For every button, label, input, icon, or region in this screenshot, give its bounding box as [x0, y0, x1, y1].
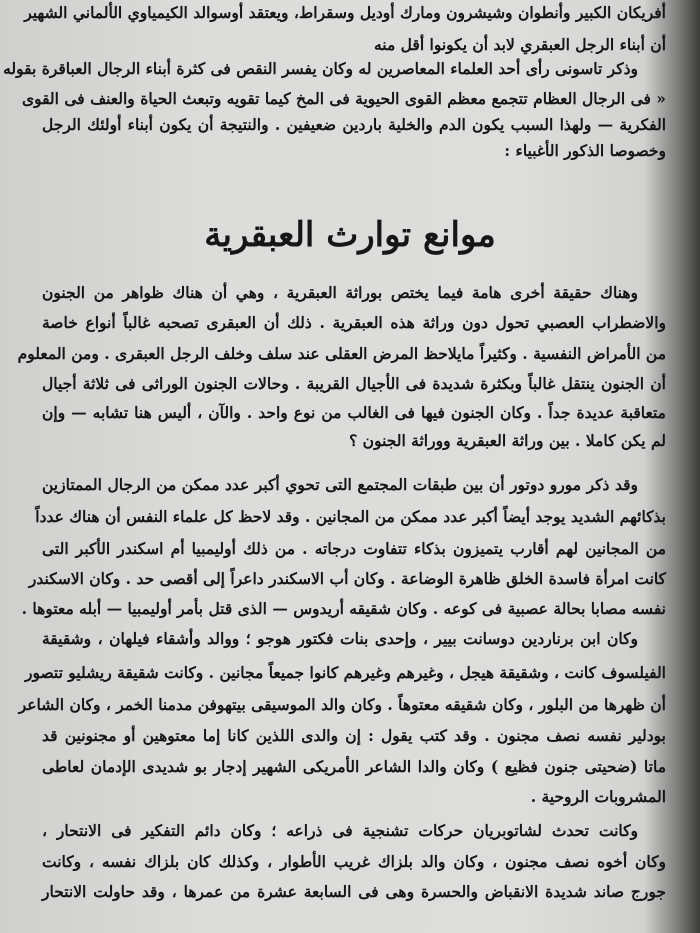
text-line: وخصوصا الذكور الأغبياء : — [504, 141, 666, 160]
text-line: نفسه مصابا بحالة عصبية فى كوعه . وكان شقيقه أريدوس — الذى قتل بأمر أوليمبيا — أبله معتوها . — [21, 599, 666, 618]
section-heading: موانع توارث العبقرية — [204, 215, 496, 255]
text-line: وكانت تحدث لشاتوبريان حركات تشنجية فى ذراعه ؛ وكان دائم التفكير فى الانتحار ، — [42, 821, 638, 840]
text-line: وقد ذكر مورو دوتور أن بين طبقات المجتمع التى تحوي أكبر عدد ممكن من الرجال الممتازين — [42, 475, 638, 494]
text-line: الفيلسوف كانت ، وشقيقة هيجل ، وغيرهم وغيرهم كانوا جميعاً مجانين . وكانت شقيقة ريشليو تتصور — [24, 663, 666, 682]
text-line: أن ظهرها من البلور ، وكان شقيقه معتوهاً . وكان والد الموسيقى بيتهوفن مدمنا الخمر ، وكان الشاعر — [18, 695, 666, 714]
text-line: وذكر تاسونى رأى أحد العلماء المعاصرين له وكان يفسر النقص فى كثرة أبناء الرجال العباقرة بقوله — [3, 59, 638, 78]
text-line: وهناك حقيقة أخرى هامة فيما يختص بوراثة العبقرية ، وهي أن هناك ظواهر من الجنون — [42, 283, 638, 302]
text-line: أفريكان الكبير وأنطوان وشيشرون ومارك أوديل وسقراط، ويعتقد أوسوالد الكيمياوي الألماني الشهير — [24, 3, 666, 22]
text-line: المشروبات الروحية . — [530, 787, 666, 806]
text-line: من الأمراض النفسية . وكثيراً مايلاحظ المرض العقلى عند سلف وخلف الرجل العبقرى . ومن المعلوم — [17, 344, 666, 363]
text-line: لم يكن كاملا . بين وراثة العبقرية ووراثة الجنون ؟ — [349, 431, 666, 450]
text-line: أن أبناء الرجل العبقري لابد أن يكونوا أقل منه — [373, 35, 666, 54]
text-line: وكان ابن برناردين دوسانت بيير ، وإحدى بنات فكتور هوجو ؛ ووالد وأشقاء فيلهان ، وشقيقة — [42, 629, 638, 648]
text-line: الفكرية — ولهذا السبب يكون الدم والخلية باردين ضعيفين . والنتيجة أن يكون أبناء أولئك الرجل — [42, 115, 666, 134]
text-line: كانت امرأة فاسدة الخلق ظاهرة الوضاعة . وكان أب الاسكندر داعراً إلى أقصى حد . وكان الاسكندر — [28, 569, 666, 588]
text-line: ماتا (ضحيتى جنون فظيع ) وكان والدا الشاعر الأمريكى الشهير إدجار بو شديدى الإدمان لعاطى — [42, 757, 666, 776]
text-line: أن الجنون ينتقل غالباً وبكثرة شديدة فى الأجيال القريبة . وحالات الجنون الوراثى فى ثلاثة أجيال — [42, 374, 666, 393]
text-line: بذكائهم الشديد يوجد أيضاً أكبر عدد ممكن من المجانين . وقد لاحظ كل علماء النفس أن هناك عدداً — [35, 507, 666, 526]
text-line: من المجانين لهم أقارب يتميزون بذكاء تتفاوت درجاته . من ذلك أوليمبيا أم اسكندر الأكبر التى — [42, 539, 666, 558]
text-line: وكان أخوه نصف مجنون ، وكان والد بلزاك غريب الأطوار ، وكذلك كان بلزاك نفسه ، وكانت — [42, 852, 666, 871]
text-line: متعاقبة عديدة جداً . وكان الجنون فيها فى الغالب من نوع واحد . والآن ، أليس هنا تشابه — وإن — [42, 403, 666, 422]
text-line: بودلير نفسه نصف مجنون . وقد كتب يقول : إن والدى اللذين كانا إما معتوهين أو مجنونين قد — [42, 726, 666, 745]
text-line: « فى الرجال العظام تتجمع معظم القوى الحيوية فى المخ كيما تقويه وتبعث الحياة والعنف فى القوى — [21, 89, 666, 108]
text-line: جورج صاند شديدة الانقباض والحسرة وهى فى السابعة عشرة من عمرها ، وقد حاولت الانتحار — [42, 882, 666, 901]
text-line: والاضطراب العصبي تحول دون وراثة هذه العبقرية . ذلك أن العبقرى تصحبه غالباً أنواع خاصة — [42, 313, 666, 332]
